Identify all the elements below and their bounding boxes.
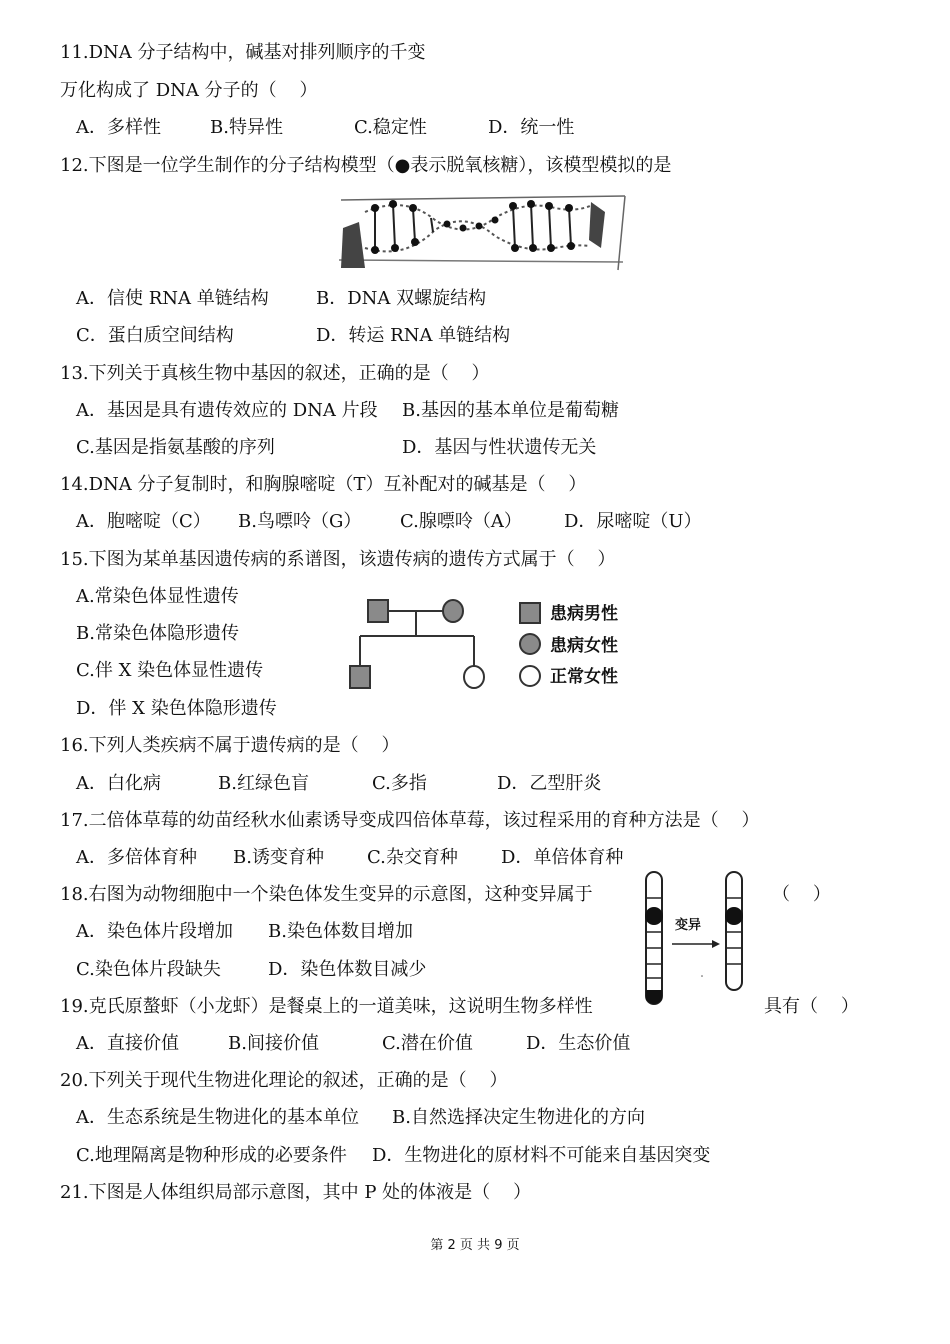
q18-answer-paren: （ ） xyxy=(772,884,831,905)
q20-option-d: D．生物进化的原材料不可能来自基因突变 xyxy=(372,1145,711,1166)
q17-option-b: B.诱变育种 xyxy=(233,847,324,868)
q11-option-c: C.稳定性 xyxy=(354,117,427,138)
q20-option-a: A．生态系统是生物进化的基本单位 xyxy=(76,1107,359,1128)
q11-option-b: B.特异性 xyxy=(210,117,283,138)
q18-option-d: D．染色体数目减少 xyxy=(268,959,427,980)
q14-option-b: B.鸟嘌呤（G） xyxy=(238,511,362,532)
pedigree-legend-symbols xyxy=(517,600,543,690)
q14-option-c: C.腺嘌呤（A） xyxy=(400,511,522,532)
legend-affected-male: 患病男性 xyxy=(550,604,618,624)
q11-stem-line1: 11.DNA 分子结构中，碱基对排列顺序的千变 xyxy=(60,42,426,63)
q19-stem: 19.克氏原螯虾（小龙虾）是餐桌上的一道美味，这说明生物多样性 xyxy=(60,996,593,1017)
q21-stem: 21.下图是人体组织局部示意图，其中 P 处的体液是（ ） xyxy=(60,1182,532,1203)
q11-option-d: D．统一性 xyxy=(488,117,575,138)
q17-option-c: C.杂交育种 xyxy=(367,847,458,868)
q20-option-c: C.地理隔离是物种形成的必要条件 xyxy=(76,1145,347,1166)
q13-option-d: D．基因与性状遗传无关 xyxy=(402,437,597,458)
q18-option-b: B.染色体数目增加 xyxy=(268,921,413,942)
q15-stem: 15.下图为某单基因遗传病的系谱图，该遗传病的遗传方式属于（ ） xyxy=(60,549,616,570)
q12-option-b: B．DNA 双螺旋结构 xyxy=(316,288,487,309)
legend-affected-female: 患病女性 xyxy=(550,636,618,656)
q19-option-c: C.潜在价值 xyxy=(382,1033,473,1054)
chromosome-before xyxy=(646,872,662,1004)
normal-female-child xyxy=(464,666,484,688)
q12-option-a: A．信使 RNA 单链结构 xyxy=(76,288,269,309)
q14-option-a: A．胞嘧啶（C） xyxy=(76,511,211,532)
q13-option-b: B.基因的基本单位是葡萄糖 xyxy=(402,400,619,421)
page-footer: 第 2 页 共 9 页 xyxy=(430,1238,520,1253)
q12-option-c: C．蛋白质空间结构 xyxy=(76,325,234,346)
q14-stem: 14.DNA 分子复制时，和胸腺嘧啶（T）互补配对的碱基是（ ） xyxy=(60,474,587,495)
q11-stem-line2: 万化构成了 DNA 分子的（ ） xyxy=(60,80,318,101)
q20-stem: 20.下列关于现代生物进化理论的叙述，正确的是（ ） xyxy=(60,1070,508,1091)
q15-option-d: D．伴 X 染色体隐形遗传 xyxy=(76,698,277,719)
q16-stem: 16.下列人类疾病不属于遗传病的是（ ） xyxy=(60,735,400,756)
chromosome-after xyxy=(726,872,742,990)
q18-option-c: C.染色体片段缺失 xyxy=(76,959,221,980)
affected-female-parent xyxy=(443,600,463,622)
q18-stem: 18.右图为动物细胞中一个染色体发生变异的示意图，这种变异属于 xyxy=(60,884,593,905)
q15-option-a: A.常染色体显性遗传 xyxy=(76,586,239,607)
q11-option-a: A．多样性 xyxy=(76,117,161,138)
q13-option-c: C.基因是指氨基酸的序列 xyxy=(76,437,275,458)
q12-stem: 12.下图是一位学生制作的分子结构模型（●表示脱氧核糖），该模型模拟的是 xyxy=(60,155,672,176)
q17-option-d: D．单倍体育种 xyxy=(501,847,624,868)
q14-option-d: D．尿嘧啶（U） xyxy=(564,511,702,532)
q18-option-a: A．染色体片段增加 xyxy=(76,921,233,942)
q19-option-b: B.间接价值 xyxy=(228,1033,319,1054)
q15-option-b: B.常染色体隐形遗传 xyxy=(76,623,239,644)
dna-model-figure xyxy=(335,190,630,272)
q19-option-d: D．生态价值 xyxy=(526,1033,631,1054)
q13-option-a: A．基因是具有遗传效应的 DNA 片段 xyxy=(76,400,378,421)
q13-stem: 13.下列关于真核生物中基因的叙述，正确的是（ ） xyxy=(60,363,490,384)
q12-option-d: D．转运 RNA 单链结构 xyxy=(316,325,511,346)
q16-option-a: A．白化病 xyxy=(76,773,161,794)
affected-male-parent xyxy=(368,600,388,622)
q17-option-a: A．多倍体育种 xyxy=(76,847,197,868)
q19-stem-tail: 具有（ ） xyxy=(764,996,859,1017)
q16-option-d: D．乙型肝炎 xyxy=(497,773,602,794)
pedigree-chart xyxy=(340,596,490,696)
legend-normal-female: 正常女性 xyxy=(550,667,618,687)
q19-option-a: A．直接价值 xyxy=(76,1033,179,1054)
q20-option-b: B.自然选择决定生物进化的方向 xyxy=(392,1107,645,1128)
variation-arrow-label: 变异 xyxy=(675,918,702,933)
chromosome-variation-figure xyxy=(640,870,750,1012)
q15-option-c: C.伴 X 染色体显性遗传 xyxy=(76,660,264,681)
q16-option-c: C.多指 xyxy=(372,773,427,794)
q16-option-b: B.红绿色盲 xyxy=(218,773,309,794)
q17-stem: 17.二倍体草莓的幼苗经秋水仙素诱导变成四倍体草莓，该过程采用的育种方法是（ ） xyxy=(60,810,760,831)
affected-male-child xyxy=(350,666,370,688)
